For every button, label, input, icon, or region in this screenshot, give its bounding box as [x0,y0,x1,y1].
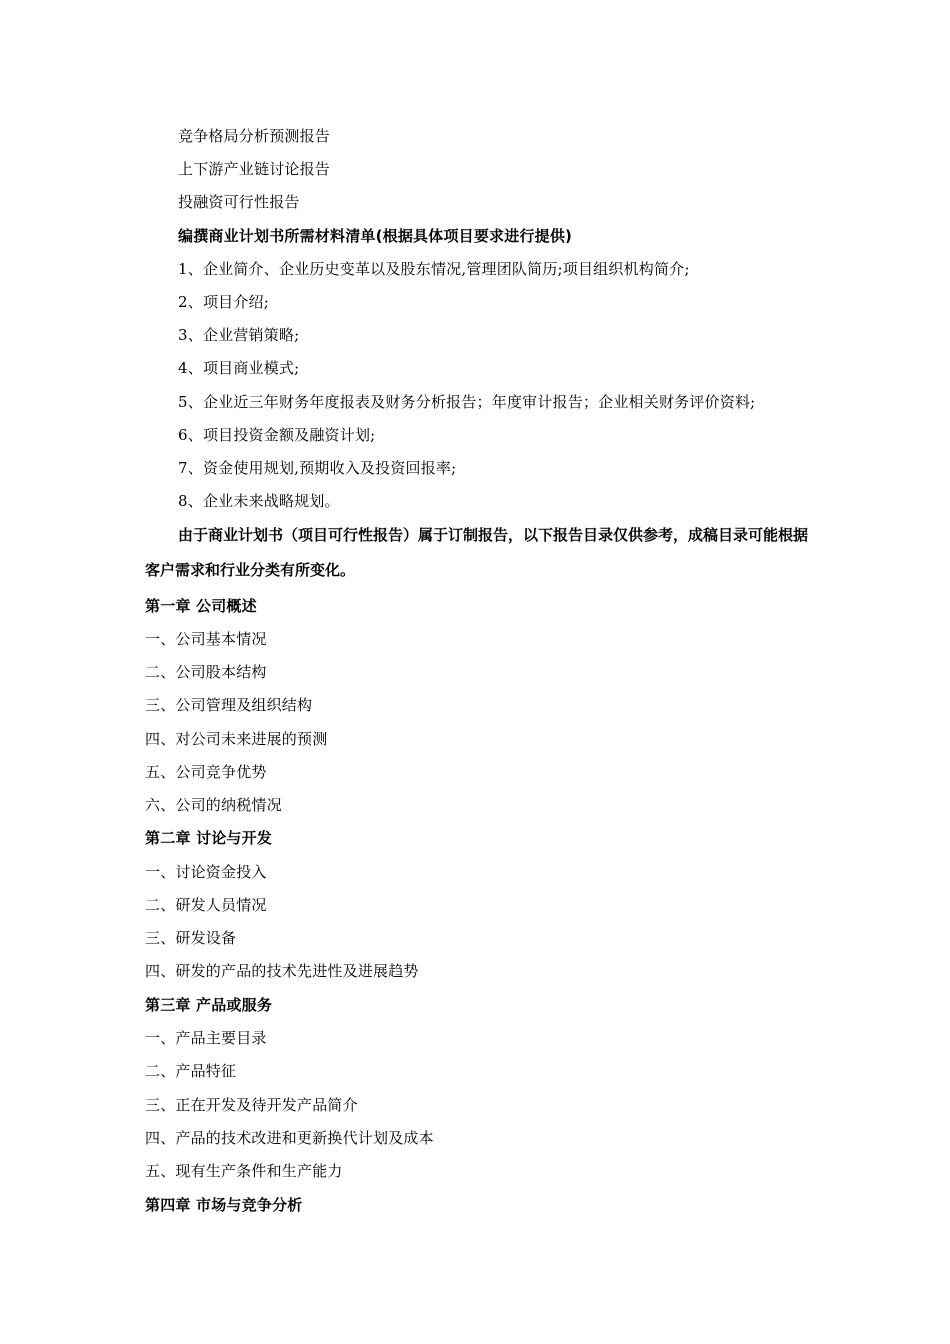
material-item: 4、项目商业模式; [178,359,300,377]
material-item: 3、企业营销策略; [178,326,300,344]
chapter-title: 第二章 讨论与开发 [145,829,273,847]
report-item: 上下游产业链讨论报告 [178,160,331,178]
toc-item: 四、研发的产品的技术先进性及进展趋势 [145,962,419,980]
chapter-title: 第三章 产品或服务 [145,996,273,1014]
notice-paragraph: 由于商业计划书（项目可行性报告）属于订制报告，以下报告目录仅供参考，成稿目录可能根据客户需求和行业分类有所变化。 [145,526,809,579]
toc-item: 一、产品主要目录 [145,1029,267,1047]
material-item: 8、企业未来战略规划。 [178,492,340,510]
toc-item: 三、正在开发及待开发产品简介 [145,1096,358,1114]
material-item: 6、项目投资金额及融资计划; [178,426,376,444]
material-item: 2、项目介绍; [178,293,269,311]
chapter-title: 第四章 市场与竞争分析 [145,1196,303,1214]
toc-item: 三、研发设备 [145,929,237,947]
material-item: 1、企业简介、企业历史变革以及股东情况,管理团队简历;项目组织机构简介; [178,260,690,278]
material-item: 5、企业近三年财务年度报表及财务分析报告；年度审计报告；企业相关财务评价资料; [178,393,756,411]
material-item: 7、资金使用规划,预期收入及投资回报率; [178,459,457,477]
report-item: 投融资可行性报告 [178,193,300,211]
toc-item: 一、讨论资金投入 [145,863,267,881]
toc-item: 五、公司竞争优势 [145,763,267,781]
toc-item: 四、对公司未来进展的预测 [145,730,328,748]
toc-item: 一、公司基本情况 [145,630,267,648]
chapter-title: 第一章 公司概述 [145,597,257,615]
materials-heading: 编撰商业计划书所需材料清单(根据具体项目要求进行提供) [178,227,573,245]
toc-item: 四、产品的技术改进和更新换代计划及成本 [145,1129,434,1147]
toc-item: 三、公司管理及组织结构 [145,696,313,714]
toc-item: 二、公司股本结构 [145,663,267,681]
report-item: 竞争格局分析预测报告 [178,127,331,145]
toc-item: 六、公司的纳税情况 [145,796,282,814]
toc-item: 二、研发人员情况 [145,896,267,914]
toc-item: 五、现有生产条件和生产能力 [145,1162,343,1180]
toc-item: 二、产品特征 [145,1062,237,1080]
